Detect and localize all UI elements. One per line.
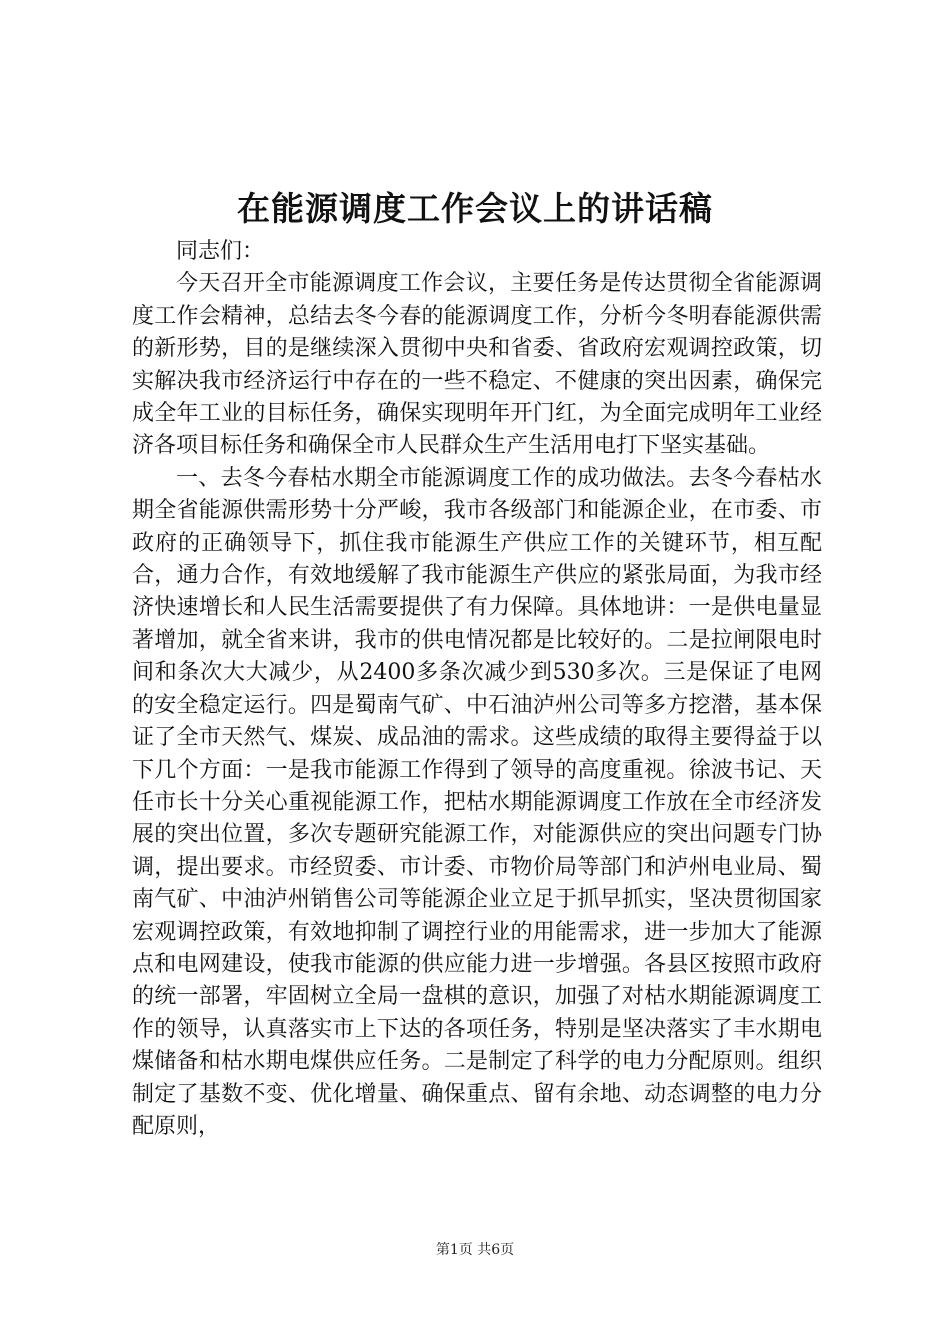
paragraph-section-one: 一、去冬今春枯水期全市能源调度工作的成功做法。去冬今春枯水期全省能源供需形势十分严峻，我市各级部门和能源企业，在市委、市政府的正确领导下，抓住我市能源生产供应工作的关键环节，相互配合，通力合作，有效地缓解了我市能源生产供应的紧张局面，为我市经济快速增长和人民生活需要提供了有力保障。具体地讲：一是供电量显著增加，就全省来讲，我市的供电情况都是比较好的。二是拉闸限电时间和条次大大减少，从2400多条次减少到530多次。三是保证了电网的安全稳定运行。四是蜀南气矿、中石油泸州公司等多方挖潜，基本保证了全市天然气、煤炭、成品油的需求。这些成绩的取得主要得益于以下几个方面：一是我市能源工作得到了领导的高度重视。徐波书记、天任市长十分关心重视能源工作，把枯水期能源调度工作放在全市经济发展的突出位置，多次专题研究能源工作，对能源供应的突出问题专门协调，提出要求。市经贸委、市计委、市物价局等部门和泸州电业局、蜀南气矿、中油泸州销售公司等能源企业立足于抓早抓实，坚决贯彻国家宏观调控政策，有效地抑制了调控行业的用能需求，进一步加大了能源点和电网建设，使我市能源的供应能力进一步增强。各县区按照市政府的统一部署，牢固树立全局一盘棋的意识，加强了对枯水期能源调度工作的领导，认真落实市上下达的各项任务，特别是坚决落实了丰水期电煤储备和枯水期电煤供应任务。二是制定了科学的电力分配原则。组织制定了基数不变、优化增量、确保重点、留有余地、动态调整的电力分配原则， [132,465,822,1139]
page-number-footer: 第1页 共6页 [435,1242,515,1258]
document-title: 在能源调度工作会议上的讲话稿 [237,189,713,228]
salutation: 同志们： [176,239,265,264]
paragraph-intro: 今天召开全市能源调度工作会议，主要任务是传达贯彻全省能源调度工作会精神，总结去冬今春的能源调度工作，分析今冬明春能源供需的新形势，目的是继续深入贯彻中央和省委、省政府宏观调控政策，切实解决我市经济运行中存在的一些不稳定、不健康的突出因素，确保完成全年工业的目标任务，确保实现明年开门红，为全面完成明年工业经济各项目标任务和确保全市人民群众生产生活用电打下坚实基础。 [132,271,822,459]
document-body [132,236,822,1143]
